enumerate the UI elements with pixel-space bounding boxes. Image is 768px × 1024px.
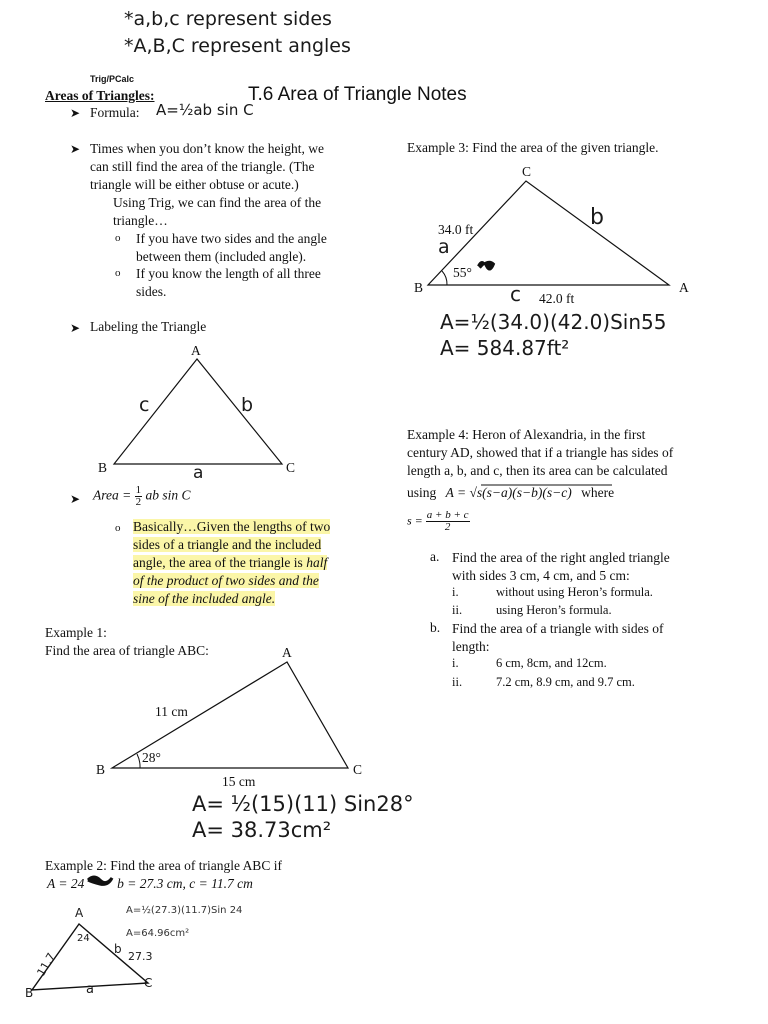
part-a-i-text: without using Heron’s formula.: [496, 585, 653, 599]
example2-given: A = 24 b = 27.3 cm, c = 11.7 cm: [47, 876, 253, 891]
ex2-side-b-label: b: [114, 942, 122, 956]
ex1-vertex-B: B: [96, 762, 106, 777]
ex2-side-a: a: [86, 982, 94, 997]
arrow-bullet-icon: ➤: [70, 321, 81, 335]
part-a-text: Find the area of the right angled triangle with sides 3 cm, 4 cm, and 5 cm:: [452, 550, 670, 583]
scribble-mark: [478, 262, 494, 270]
circle-bullet: o: [115, 232, 121, 244]
sub-bullet-three-sides: If you know the length of all three sides.: [136, 266, 321, 299]
part-b-i-text: 6 cm, 8cm, and 12cm.: [496, 656, 607, 670]
ex2-side-c: 11.7: [34, 950, 59, 979]
handwritten-note-angles: *A,B,C represent angles: [124, 35, 351, 57]
example4-text: Example 4: Heron of Alexandria, in the first century AD, showed that if a triangle has sides of length a, b, and c, then its area can be calculated: [407, 427, 674, 478]
ex1-work-line2: A= 38.73cm²: [192, 818, 332, 842]
ex3-work-line1: A=½(34.0)(42.0)Sin55: [440, 310, 667, 334]
section-heading: Areas of Triangles:: [45, 88, 155, 103]
ex3-work-line2: A= 584.87ft²: [440, 336, 570, 360]
ex1-vertex-A: A: [282, 645, 292, 660]
ex3-vertex-C: C: [522, 164, 532, 179]
labeling-heading: Labeling the Triangle: [90, 319, 207, 334]
part-a-label: a.: [430, 549, 440, 564]
area-formula: Area = $\frac{1}{2}$ ab sin C: [93, 484, 191, 508]
part-a-i-num: i.: [452, 585, 459, 599]
using-trig-text: Using Trig, we can find the area of the triangle…: [113, 195, 322, 228]
ex1-vertex-C: C: [353, 762, 363, 777]
highlighted-explanation: Basically…Given the lengths of two sides of a triangle and the included angle, the area of the triangle is half of the product of two sides and the sine of the included angle.: [133, 519, 331, 606]
side-label-c: c: [139, 394, 150, 416]
sub-bullet-two-sides: If you have two sides and the angle between them (included angle).: [136, 231, 327, 264]
part-b-i-num: i.: [452, 656, 459, 670]
ex3-vertex-B: B: [414, 280, 424, 295]
part-a-ii-num: ii.: [452, 603, 463, 617]
side-label-a: a: [193, 463, 204, 483]
ex3-hand-b: b: [590, 205, 604, 230]
example1-angle-arc: [137, 754, 140, 768]
ex2-vertex-A: A: [75, 906, 84, 920]
arrow-bullet-icon: ➤: [70, 142, 81, 156]
ex1-work-line1: A= ½(15)(11) Sin28°: [192, 792, 414, 816]
part-b-label: b.: [430, 620, 441, 635]
example3-text: Example 3: Find the area of the given triangle.: [407, 140, 659, 155]
ex3-side-42ft: 42.0 ft: [539, 291, 575, 306]
ex2-angle-24: 24: [77, 933, 90, 944]
example2-label: Example 2: Find the area of triangle ABC if: [45, 858, 282, 873]
example3-angle-arc: [442, 271, 447, 285]
ex1-side-11cm: 11 cm: [155, 704, 188, 719]
ex2-work-line1: A=½(27.3)(11.7)Sin 24: [126, 905, 243, 916]
example4-heron-line: using A = √s(s−a)(s−b)(s−c) where: [407, 485, 615, 500]
example1-text: Find the area of triangle ABC:: [45, 643, 209, 658]
ex3-side-34ft: 34.0 ft: [438, 222, 474, 237]
ex3-hand-c: c: [510, 282, 521, 306]
ex1-side-15cm: 15 cm: [222, 774, 256, 789]
example4-s-formula: s = $\frac{a + b + c}{2}$: [407, 509, 469, 533]
formula-label: Formula:: [90, 105, 140, 120]
course-label: Trig/PCalc: [90, 74, 135, 84]
bullet-height-text: Times when you don’t know the height, we can still find the area of the triangle. (The triangle will be either obtuse or acute.): [90, 141, 324, 192]
ex2-side-b-value: 27.3: [128, 950, 153, 963]
arrow-bullet-icon: ➤: [70, 106, 81, 120]
side-label-b: b: [241, 394, 254, 416]
part-b-ii-num: ii.: [452, 675, 463, 689]
ex2-vertex-C: C: [144, 976, 153, 990]
part-a-ii-text: using Heron’s formula.: [496, 603, 612, 617]
vertex-label-B: B: [98, 460, 108, 475]
ex3-vertex-A: A: [679, 280, 689, 295]
arrow-bullet-icon: ➤: [70, 492, 81, 506]
vertex-label-C: C: [286, 460, 296, 475]
page-title: T.6 Area of Triangle Notes: [248, 84, 467, 105]
ex2-work-line2: A=64.96cm²: [126, 928, 190, 939]
formula-handwritten: A=½ab sin C: [156, 101, 254, 119]
part-b-ii-text: 7.2 cm, 8.9 cm, and 9.7 cm.: [496, 675, 635, 689]
ex2-vertex-B: B: [25, 986, 34, 1000]
circle-bullet: o: [115, 267, 121, 279]
part-b-text: Find the area of a triangle with sides of length:: [452, 621, 664, 654]
ex1-angle-28: 28°: [142, 750, 161, 765]
ex3-hand-a: a: [438, 236, 450, 258]
vertex-label-A: A: [191, 343, 201, 358]
handwritten-note-sides: *a,b,c represent sides: [124, 8, 332, 30]
circle-bullet: o: [115, 522, 121, 534]
ex3-angle-55: 55°: [453, 265, 472, 280]
example1-label: Example 1:: [45, 625, 107, 640]
